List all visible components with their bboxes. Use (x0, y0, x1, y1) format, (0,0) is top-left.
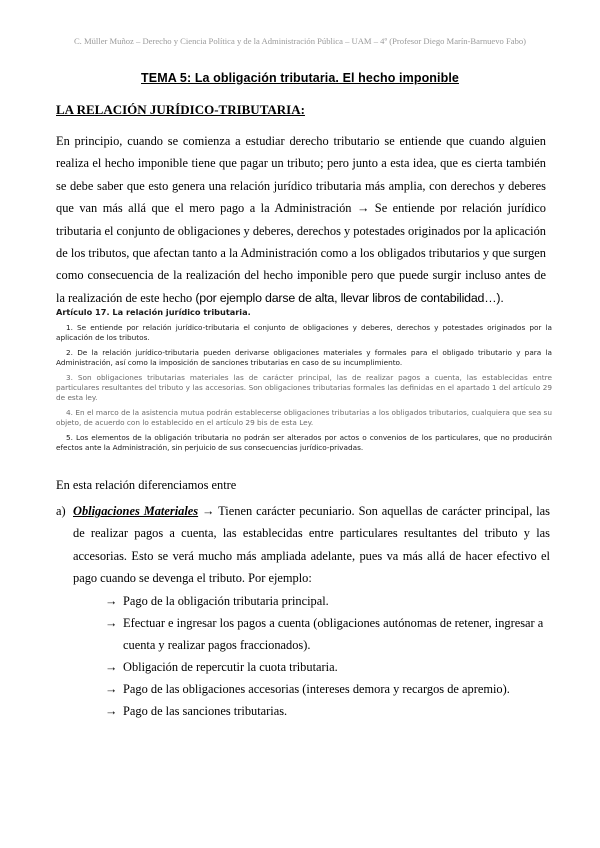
arrow-right-icon: → (105, 704, 118, 718)
arrow-right-icon: → (105, 660, 118, 674)
arrow-right-icon: → (105, 682, 118, 696)
article-paragraph-2: 2. De la relación jurídico-tributaria pueden derivarse obligaciones materiales y formales para el obligado tributario y para la Administración, así como la imposición de sanciones tributarias en caso de su incumplimiento. (56, 348, 552, 367)
list-item: → Pago de las sanciones tributarias. (100, 700, 550, 722)
intro-paragraph (56, 130, 546, 309)
item-text: → Tienen carácter pecuniario. Son aquellas de carácter principal, las de realizar pagos a cuenta, las establecidas entre particulares resultantes del tributo y las accesorias. Esto se verá mucho más ampliada adelante, pues va más allá de hacer efectivo el pago cuando se devenga el tributo. Por ejemplo: (73, 504, 551, 586)
page-title: TEMA 5: La obligación tributaria. El hecho imponible (141, 71, 459, 85)
article-paragraph-4: 4. En el marco de la asistencia mutua podrán establecerse obligaciones tributarias a los obligados tributarios, cualquiera que sea su objeto, de acuerdo con lo establecido en el artículo 29 bis de esta Ley. (56, 408, 552, 427)
item-term: Obligaciones Materiales (73, 504, 199, 518)
law-article-excerpt (56, 307, 552, 458)
article-paragraph-3: 3. Son obligaciones tributarias materiales las de carácter principal, las de realizar pagos a cuenta, las establecidas entre particulares resultantes del tributo y las accesorias. Son obligaciones tributarias formales las definidas en el apartado 1 del artículo 29 de esta ley. (56, 373, 552, 402)
example-list (100, 590, 550, 722)
article-title: Artículo 17. La relación jurídico tributaria. (56, 307, 251, 317)
intro-text: En principio, cuando se comienza a estudiar derecho tributario se entiende que cuando alguien realiza el hecho imponible tiene que pagar un tributo; pero junto a esta idea, que es cierta también se debe saber que esto genera una relación jurídico tributaria más amplia, con derechos y deberes que van más allá que el mero pago a la Administración → Se entiende por relación jurídico tributaria el conjunto de obligaciones y deberes, derechos y potestades originados por la aplicación de los tributos, que afectan tanto a la Administración como a los obligados tributarios y que surgen como consecuencia de la realización del hecho imponible pero que puede surgir incluso antes de la realización de este hecho (56, 134, 546, 305)
list-marker: a) (56, 504, 66, 518)
list-item: → Obligación de repercutir la cuota tributaria. (100, 656, 550, 678)
list-item: → Pago de las obligaciones accesorias (intereses demora y recargos de apremio). (100, 678, 550, 700)
intro-last-line: (por ejemplo darse de alta, llevar libros de contabilidad…). (195, 290, 504, 305)
page-header: C. Müller Muñoz – Derecho y Ciencia Política y de la Administración Pública – UAM – 4º (Profesor Diego Marín-Barnuevo Fabo) (73, 36, 527, 46)
lead-sentence: En esta relación diferenciamos entre (56, 478, 237, 492)
article-paragraph-1: 1. Se entiende por relación jurídico-tributaria el conjunto de obligaciones y deberes, derechos y potestades originados por la aplicación de los tributos. (56, 323, 552, 342)
arrow-right-icon: → (105, 616, 118, 630)
list-item: → Pago de la obligación tributaria principal. (100, 590, 550, 612)
section-heading: LA RELACIÓN JURÍDICO-TRIBUTARIA: (56, 102, 305, 117)
list-item: → Efectuar e ingresar los pagos a cuenta (obligaciones autónomas de retener, ingresar a cuenta y realizar pagos fraccionados). (100, 612, 550, 656)
article-paragraph-5: 5. Los elementos de la obligación tributaria no podrán ser alterados por actos o convenios de los particulares, que no producirán efectos ante la Administración, sin perjuicio de sus consecuencias jurídico-privadas. (56, 433, 552, 452)
arrow-right-icon: → (105, 594, 118, 608)
list-item-obligaciones-materiales (56, 500, 550, 590)
